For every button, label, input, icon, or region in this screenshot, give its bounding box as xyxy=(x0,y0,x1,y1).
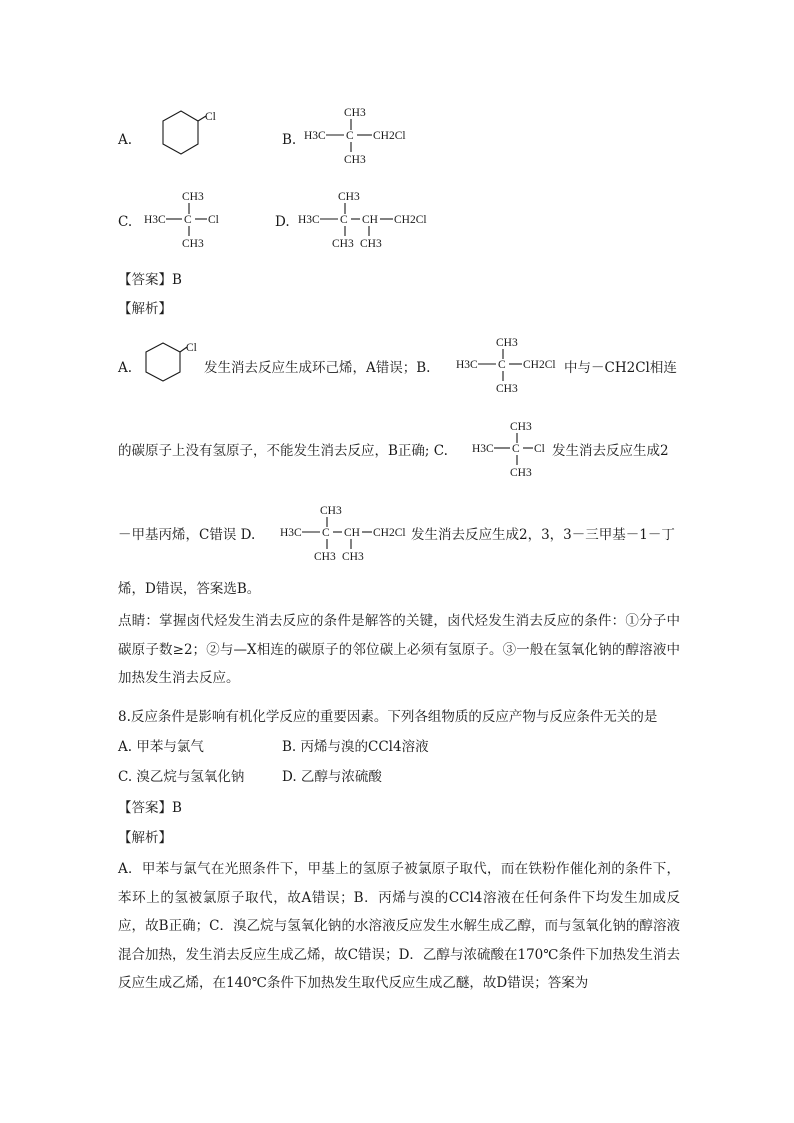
svg-text:CH3: CH3 xyxy=(314,551,336,563)
svg-text:H3C: H3C xyxy=(472,443,494,455)
b-top-ch3: CH3 xyxy=(344,107,366,119)
q8-option-d: D. 乙醇与浓硫酸 xyxy=(282,769,382,785)
svg-text:CH2Cl: CH2Cl xyxy=(373,527,406,539)
svg-text:Cl: Cl xyxy=(534,443,545,455)
option-c-structure xyxy=(144,188,234,254)
q8-answer-header: 【答案】B xyxy=(118,800,182,816)
option-a-cl: Cl xyxy=(205,111,216,123)
analysis-line4-text: 烯，D错误，答案选B。 xyxy=(118,581,261,597)
svg-text:C: C xyxy=(512,443,520,455)
option-b-structure xyxy=(304,104,424,170)
analysis-line3-text: －甲基丙烯，C错误 D. xyxy=(118,527,256,543)
analysis-line3-text2: 发生消去反应生成2，3，3－三甲基－1－丁 xyxy=(411,527,675,543)
svg-text:CH3: CH3 xyxy=(320,505,342,517)
b-bottom-ch3: CH3 xyxy=(344,154,366,166)
analysis-line2-text: 的碳原子上没有氢原子，不能发生消去反应，B正确; C. xyxy=(118,443,448,459)
analysis-a-label: A. xyxy=(118,360,133,376)
svg-text:C: C xyxy=(498,359,506,371)
svg-text:C: C xyxy=(322,527,330,539)
analysis-a-cyclohexyl-chloride-structure xyxy=(138,340,208,392)
c-center-c: C xyxy=(184,214,192,226)
svg-text:CH3: CH3 xyxy=(510,421,532,433)
analysis-d-structure xyxy=(280,502,420,566)
d-bottom-right-ch3: CH3 xyxy=(360,238,382,250)
option-d-label: D. xyxy=(275,214,290,230)
q8-option-a: A. 甲苯与氯气 xyxy=(118,739,204,755)
option-a-label: A. xyxy=(118,132,133,148)
svg-text:CH2Cl: CH2Cl xyxy=(523,359,556,371)
q8-option-c: C. 溴乙烷与氢氧化钠 xyxy=(118,769,245,785)
option-c-label: C. xyxy=(118,214,133,230)
option-b-label: B. xyxy=(282,132,297,148)
q7-analysis-header: 【解析】 xyxy=(118,301,172,317)
d-bottom-left-ch3: CH3 xyxy=(332,238,354,250)
q8-analysis-paragraph: A．甲苯与氯气在光照条件下，甲基上的氢原子被氯原子取代，而在铁粉作催化剂的条件下，苯环上的氢被氯原子取代，故A错误；B．丙烯与溴的CCl4溶液在任何条件下均发生加成反应，故B正确；C．溴乙烷与氢氧化钠的水溶液反应发生水解生成乙醇，而与氢氧化钠的醇溶液混合加热，发生消去反应生成乙烯，故C错误；D．乙醇与浓硫酸在170℃条件下加热发生消去反应生成乙烯，在140℃条件下加热发生取代反应生成乙醚，故D错误；答案为 xyxy=(118,861,680,991)
analysis-line2-text2: 发生消去反应生成2 xyxy=(552,443,669,459)
q8-stem: 8.反应条件是影响有机化学反应的重要因素。下列各组物质的反应产物与反应条件无关的是 xyxy=(118,709,658,725)
analysis-line1-text: 发生消去反应生成环己烯，A错误；B. xyxy=(204,360,431,376)
svg-text:CH: CH xyxy=(344,527,360,539)
q8-analysis-header: 【解析】 xyxy=(118,830,172,846)
b-center-c: C xyxy=(346,130,354,142)
c-bottom-ch3: CH3 xyxy=(182,238,204,250)
c-right-cl: Cl xyxy=(208,214,219,226)
svg-text:CH3: CH3 xyxy=(342,551,364,563)
svg-text:CH3: CH3 xyxy=(510,467,532,479)
option-d-structure xyxy=(298,188,438,254)
analysis-line1-text2: 中与－CH2Cl相连 xyxy=(564,360,677,376)
svg-text:H3C: H3C xyxy=(456,359,478,371)
d-ch: CH xyxy=(362,214,378,226)
b-left-h3c: H3C xyxy=(304,130,326,142)
svg-text:H3C: H3C xyxy=(280,527,302,539)
b-right-ch2cl: CH2Cl xyxy=(373,130,406,142)
d-left-h3c: H3C xyxy=(298,214,320,226)
d-top-ch3: CH3 xyxy=(338,191,360,203)
q7-tip-paragraph: 点睛：掌握卤代烃发生消去反应的条件是解答的关键，卤代烃发生消去反应的条件：①分子中碳原子数≥2；②与—X相连的碳原子的邻位碳上必须有氢原子。③一般在氢氧化钠的醇溶液中加热发生消去反应。 xyxy=(118,613,680,686)
q8-option-b: B. 丙烯与溴的CCl4溶液 xyxy=(282,739,429,755)
d-right-ch2cl: CH2Cl xyxy=(394,214,427,226)
option-a-cyclohexyl-chloride-structure xyxy=(140,108,230,170)
svg-text:CH3: CH3 xyxy=(496,337,518,349)
d-center-c: C xyxy=(340,214,348,226)
svg-text:Cl: Cl xyxy=(186,342,197,354)
svg-text:CH3: CH3 xyxy=(496,383,518,395)
q7-answer-header: 【答案】B xyxy=(118,272,182,288)
cyclohexane-ring xyxy=(163,111,198,154)
c-top-ch3: CH3 xyxy=(182,191,204,203)
c-left-h3c: H3C xyxy=(144,214,166,226)
analysis-c-structure xyxy=(472,418,562,482)
analysis-b-structure xyxy=(456,334,574,398)
